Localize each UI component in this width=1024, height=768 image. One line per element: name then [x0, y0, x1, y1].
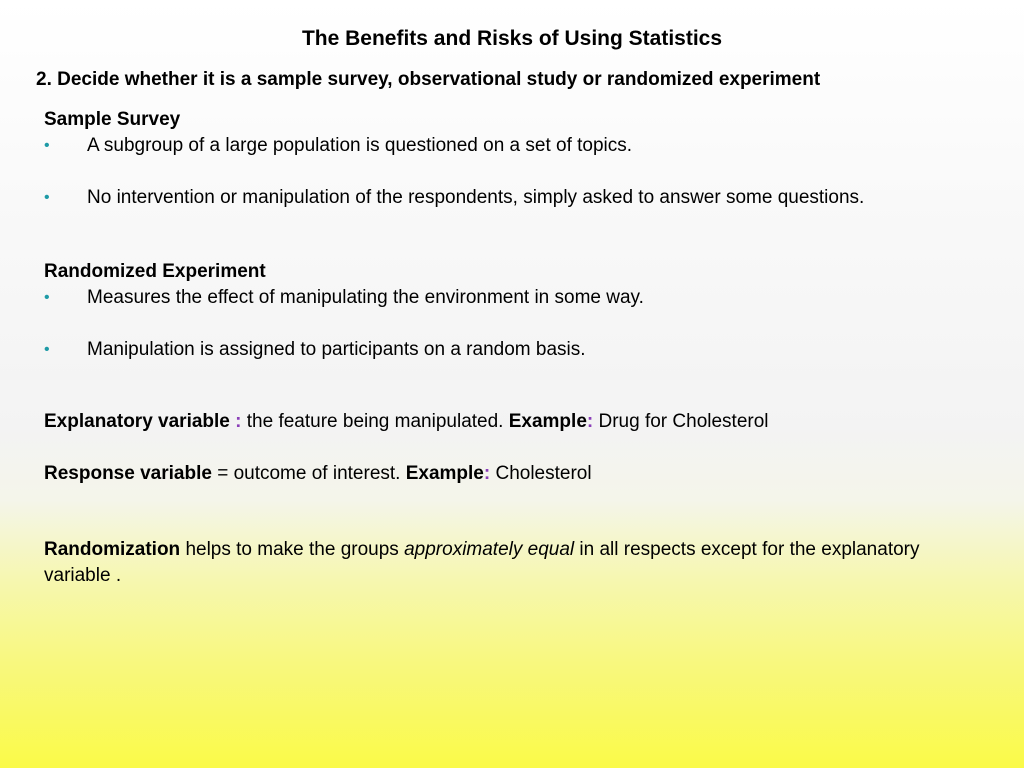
- bullet-text: Manipulation is assigned to participants on a random basis.: [87, 339, 586, 360]
- randomization-text-after: in all respects except for the explanatory variable .: [44, 539, 920, 586]
- randomized-experiment-heading: Randomized Experiment: [44, 261, 266, 282]
- bullet-icon: •: [44, 341, 50, 358]
- slide-body: [44, 107, 944, 589]
- list-item: [44, 285, 944, 311]
- sample-survey-heading: Sample Survey: [44, 109, 181, 130]
- list-item: [44, 337, 944, 363]
- slide-subtitle: 2. Decide whether it is a sample survey, observational study or randomized experiment: [36, 69, 821, 90]
- explanatory-example-value: Drug for Cholesterol: [593, 411, 769, 432]
- slide-title: The Benefits and Risks of Using Statistics: [301, 27, 723, 50]
- randomization-text-before: helps to make the groups: [180, 539, 405, 560]
- response-variable-line: [44, 461, 944, 487]
- response-term: Response variable: [44, 463, 212, 484]
- explanatory-example-colon: :: [586, 411, 594, 432]
- bullet-icon: •: [44, 289, 50, 306]
- randomization-term: Randomization: [44, 539, 181, 560]
- explanatory-definition: the feature being manipulated.: [241, 411, 509, 432]
- explanatory-colon: :: [229, 411, 242, 432]
- list-item: [44, 185, 944, 211]
- response-example-value: Cholesterol: [490, 463, 592, 484]
- explanatory-example-label: Example: [508, 411, 587, 432]
- explanatory-variable-line: [44, 409, 944, 435]
- response-example-label: Example: [405, 463, 484, 484]
- explanatory-term: Explanatory variable: [44, 411, 230, 432]
- bullet-text: A subgroup of a large population is questioned on a set of topics.: [87, 135, 633, 156]
- randomization-emphasis: approximately equal: [404, 539, 575, 560]
- randomization-paragraph: [44, 537, 944, 589]
- bullet-icon: •: [44, 137, 50, 154]
- bullet-text: Measures the effect of manipulating the environment in some way.: [87, 287, 644, 308]
- response-example-colon: :: [483, 463, 491, 484]
- bullet-icon: •: [44, 189, 50, 206]
- list-item: [44, 133, 944, 159]
- bullet-text: No intervention or manipulation of the respondents, simply asked to answer some questions.: [87, 187, 865, 208]
- response-definition: = outcome of interest.: [211, 463, 406, 484]
